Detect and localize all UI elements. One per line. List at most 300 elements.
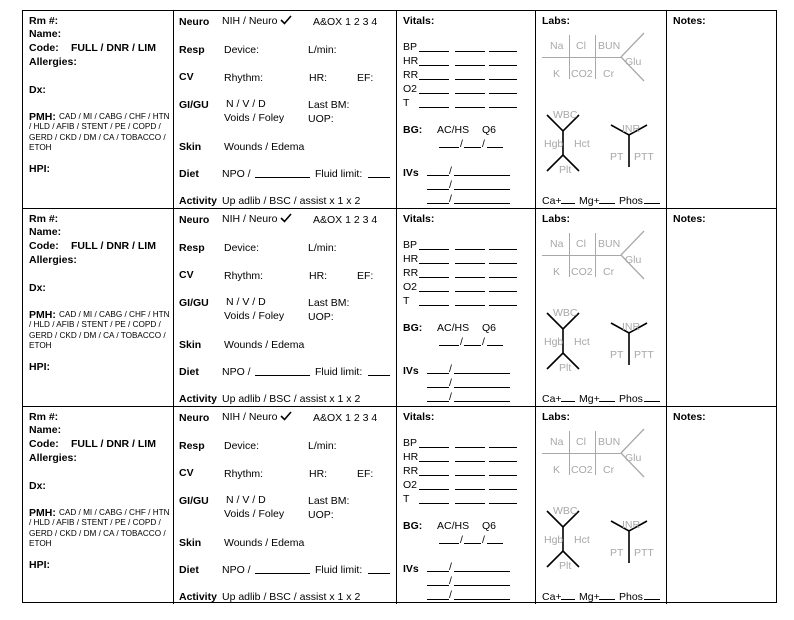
neuro-value: NIH / Neuro xyxy=(222,411,278,423)
bmp-line xyxy=(595,233,596,277)
device-label: Device: xyxy=(224,44,260,56)
vital-field[interactable] xyxy=(419,489,449,490)
vital-label: HR xyxy=(403,253,419,265)
separator-slash: / xyxy=(449,179,452,191)
lab-ptt: PTT xyxy=(634,547,654,559)
vital-label: RR xyxy=(403,267,419,279)
diet-label: Diet xyxy=(179,168,199,180)
name-label: Name: xyxy=(29,226,62,238)
hpi-label: HPI: xyxy=(29,163,50,175)
voids-foley: Voids / Foley xyxy=(224,310,285,322)
vital-label: O2 xyxy=(403,281,418,293)
aox-scale: A&OX 1 2 3 4 xyxy=(313,412,378,424)
name-label: Name: xyxy=(29,28,62,40)
bg-q6: Q6 xyxy=(482,322,497,334)
gigu-label: GI/GU xyxy=(179,99,209,111)
vital-field[interactable] xyxy=(489,305,517,306)
vital-label: T xyxy=(403,493,410,505)
vital-field[interactable] xyxy=(489,93,517,94)
room-number-label: Rm #: xyxy=(29,411,59,423)
bg-field[interactable] xyxy=(439,543,459,544)
iv-field[interactable] xyxy=(427,373,449,374)
lab-co2: CO2 xyxy=(571,464,593,476)
column-divider xyxy=(535,209,536,406)
skin-value: Wounds / Edema xyxy=(224,537,305,549)
ivs-label: IVs xyxy=(403,365,419,377)
lab-hct: Hct xyxy=(574,336,590,348)
bg-field[interactable] xyxy=(439,147,459,148)
activity-options: Up adlib / BSC / assist x 1 x 2 xyxy=(222,591,361,603)
fluid-limit-field[interactable] xyxy=(368,375,390,376)
code-status-label: Code: xyxy=(29,438,59,450)
vitals-label: Vitals: xyxy=(403,15,435,27)
iv-field[interactable] xyxy=(427,401,449,402)
vital-field[interactable] xyxy=(419,51,449,52)
separator-slash: / xyxy=(449,363,452,375)
nvd-options: N / V / D xyxy=(226,494,266,506)
iv-field[interactable] xyxy=(454,401,510,402)
code-status-label: Code: xyxy=(29,42,59,54)
lab-phos: Phos xyxy=(619,195,643,207)
bg-field[interactable] xyxy=(487,147,503,148)
vital-label: RR xyxy=(403,69,419,81)
iv-field[interactable] xyxy=(427,571,449,572)
vital-field[interactable] xyxy=(489,107,517,108)
lab-inr: INR xyxy=(622,123,641,135)
vital-field[interactable] xyxy=(419,249,449,250)
vital-field[interactable] xyxy=(489,475,517,476)
gigu-label: GI/GU xyxy=(179,297,209,309)
bg-label: BG: xyxy=(403,124,423,136)
skin-label: Skin xyxy=(179,339,202,351)
dx-label: Dx: xyxy=(29,480,46,492)
pmh-first-line: CAD / MI / CABG / CHF / HTN xyxy=(59,310,170,319)
mg-field[interactable] xyxy=(599,401,615,402)
patient-block xyxy=(23,407,776,604)
iv-field[interactable] xyxy=(454,203,510,204)
separator-slash: / xyxy=(449,165,452,177)
vital-field[interactable] xyxy=(455,503,485,504)
bmp-line xyxy=(542,255,622,256)
vital-label: T xyxy=(403,97,410,109)
labs-label: Labs: xyxy=(542,411,571,423)
separator-slash: / xyxy=(482,336,485,348)
phos-field[interactable] xyxy=(644,401,660,402)
notes-label: Notes: xyxy=(673,213,706,225)
ivs-label: IVs xyxy=(403,167,419,179)
pmh-label: PMH: xyxy=(29,309,56,321)
lab-plt: Plt xyxy=(559,362,572,374)
pmh-list: / HLD / AFIB / STENT / PE / COPD / GERD / CKD / DM / CA / TOBACCO / ETOH xyxy=(29,518,166,548)
lab-mg: Mg+ xyxy=(579,393,600,405)
bmp-line xyxy=(569,233,570,277)
bg-q6: Q6 xyxy=(482,124,497,136)
lab-ptt: PTT xyxy=(634,151,654,163)
neuro-value: NIH / Neuro xyxy=(222,213,278,225)
lab-pt: PT xyxy=(610,547,624,559)
vital-label: BP xyxy=(403,437,418,449)
separator-slash: / xyxy=(449,377,452,389)
patient-block xyxy=(23,209,776,407)
lab-ca: Ca+ xyxy=(542,195,562,207)
iv-field[interactable] xyxy=(427,175,449,176)
lab-cl: Cl xyxy=(576,436,586,448)
phos-field[interactable] xyxy=(644,203,660,204)
neuro-label: Neuro xyxy=(179,16,210,28)
uop-label: UOP: xyxy=(308,311,334,323)
vital-field[interactable] xyxy=(489,461,517,462)
skin-label: Skin xyxy=(179,141,202,153)
allergies-label: Allergies: xyxy=(29,254,77,266)
separator-slash: / xyxy=(449,391,452,403)
lab-k: K xyxy=(553,68,561,80)
fluid-limit-label: Fluid limit: xyxy=(315,168,363,180)
bg-field[interactable] xyxy=(487,345,503,346)
vital-field[interactable] xyxy=(489,489,517,490)
vital-field[interactable] xyxy=(489,503,517,504)
lab-k: K xyxy=(553,266,561,278)
bmp-line xyxy=(542,57,622,58)
fluid-limit-label: Fluid limit: xyxy=(315,564,363,576)
bmp-line xyxy=(542,453,622,454)
lab-bun: BUN xyxy=(598,40,621,52)
lab-co2: CO2 xyxy=(571,68,593,80)
bmp-line xyxy=(569,35,570,79)
vital-field[interactable] xyxy=(455,447,485,448)
vital-field[interactable] xyxy=(419,291,449,292)
column-divider xyxy=(666,11,667,208)
lab-hct: Hct xyxy=(574,138,590,150)
vital-label: RR xyxy=(403,465,419,477)
neuro-status xyxy=(222,411,292,423)
vital-field[interactable] xyxy=(455,263,485,264)
allergies-label: Allergies: xyxy=(29,56,77,68)
aox-scale: A&OX 1 2 3 4 xyxy=(313,16,378,28)
vital-field[interactable] xyxy=(455,93,485,94)
lab-hgb: Hgb xyxy=(544,336,564,348)
resp-label: Resp xyxy=(179,44,205,56)
check-icon xyxy=(280,15,292,25)
iv-field[interactable] xyxy=(454,585,510,586)
separator-slash: / xyxy=(449,589,452,601)
lab-na: Na xyxy=(550,238,564,250)
lab-pt: PT xyxy=(610,349,624,361)
voids-foley: Voids / Foley xyxy=(224,508,285,520)
vital-field[interactable] xyxy=(489,277,517,278)
resp-label: Resp xyxy=(179,242,205,254)
vital-field[interactable] xyxy=(419,93,449,94)
notes-label: Notes: xyxy=(673,411,706,423)
nvd-options: N / V / D xyxy=(226,296,266,308)
vital-field[interactable] xyxy=(419,79,449,80)
lab-na: Na xyxy=(550,436,564,448)
uop-label: UOP: xyxy=(308,509,334,521)
separator-slash: / xyxy=(482,138,485,150)
vital-field[interactable] xyxy=(455,51,485,52)
lab-co2: CO2 xyxy=(571,266,593,278)
bg-field[interactable] xyxy=(464,147,481,148)
lab-bun: BUN xyxy=(598,436,621,448)
vital-field[interactable] xyxy=(489,51,517,52)
iv-field[interactable] xyxy=(454,175,510,176)
lab-ca: Ca+ xyxy=(542,393,562,405)
last-bm-label: Last BM: xyxy=(308,495,350,507)
lab-cr: Cr xyxy=(603,266,615,278)
iv-field[interactable] xyxy=(427,189,449,190)
bg-field[interactable] xyxy=(464,543,481,544)
ivs-label: IVs xyxy=(403,563,419,575)
bg-achs: AC/HS xyxy=(437,322,470,334)
separator-slash: / xyxy=(449,575,452,587)
iv-field[interactable] xyxy=(454,373,510,374)
ca-field[interactable] xyxy=(561,401,575,402)
diet-label: Diet xyxy=(179,564,199,576)
bmp-line xyxy=(595,35,596,79)
iv-field[interactable] xyxy=(427,599,449,600)
skin-value: Wounds / Edema xyxy=(224,339,305,351)
iv-field[interactable] xyxy=(454,571,510,572)
pmh-label: PMH: xyxy=(29,507,56,519)
lab-inr: INR xyxy=(622,519,641,531)
column-divider xyxy=(535,407,536,604)
mg-field[interactable] xyxy=(599,203,615,204)
code-status-options: FULL / DNR / LIM xyxy=(71,240,156,252)
neuro-label: Neuro xyxy=(179,412,210,424)
iv-field[interactable] xyxy=(427,585,449,586)
pmh-first-line: CAD / MI / CABG / CHF / HTN xyxy=(59,112,170,121)
phos-field[interactable] xyxy=(644,599,660,600)
pmh-first-line: CAD / MI / CABG / CHF / HTN xyxy=(59,508,170,517)
npo-field[interactable] xyxy=(255,177,310,178)
ca-field[interactable] xyxy=(561,599,575,600)
lmin-label: L/min: xyxy=(308,242,337,254)
bg-achs: AC/HS xyxy=(437,520,470,532)
fluid-limit-label: Fluid limit: xyxy=(315,366,363,378)
column-divider xyxy=(396,11,397,208)
iv-field[interactable] xyxy=(427,203,449,204)
vital-label: T xyxy=(403,295,410,307)
voids-foley: Voids / Foley xyxy=(224,112,285,124)
vital-field[interactable] xyxy=(489,249,517,250)
vital-label: O2 xyxy=(403,479,418,491)
lab-ptt: PTT xyxy=(634,349,654,361)
cv-label: CV xyxy=(179,269,194,281)
skin-value: Wounds / Edema xyxy=(224,141,305,153)
lab-ca: Ca+ xyxy=(542,591,562,603)
code-status-options: FULL / DNR / LIM xyxy=(71,438,156,450)
column-divider xyxy=(535,11,536,208)
vital-field[interactable] xyxy=(419,263,449,264)
vital-field[interactable] xyxy=(489,263,517,264)
code-status-label: Code: xyxy=(29,240,59,252)
lab-hgb: Hgb xyxy=(544,138,564,150)
fluid-limit-field[interactable] xyxy=(368,177,390,178)
ef-label: EF: xyxy=(357,468,374,480)
bg-field[interactable] xyxy=(439,345,459,346)
lab-wbc: WBC xyxy=(553,109,578,121)
vital-field[interactable] xyxy=(419,461,449,462)
separator-slash: / xyxy=(460,336,463,348)
vital-field[interactable] xyxy=(455,475,485,476)
hpi-label: HPI: xyxy=(29,361,50,373)
activity-options: Up adlib / BSC / assist x 1 x 2 xyxy=(222,195,361,207)
check-icon xyxy=(280,411,292,421)
allergies-label: Allergies: xyxy=(29,452,77,464)
column-divider xyxy=(173,209,174,406)
lab-hgb: Hgb xyxy=(544,534,564,546)
bg-field[interactable] xyxy=(487,543,503,544)
gigu-label: GI/GU xyxy=(179,495,209,507)
dx-label: Dx: xyxy=(29,84,46,96)
separator-slash: / xyxy=(449,193,452,205)
vital-field[interactable] xyxy=(455,249,485,250)
rhythm-label: Rhythm: xyxy=(224,270,264,282)
lmin-label: L/min: xyxy=(308,44,337,56)
vital-label: BP xyxy=(403,41,418,53)
npo-field[interactable] xyxy=(255,573,310,574)
iv-field[interactable] xyxy=(427,387,449,388)
notes-label: Notes: xyxy=(673,15,706,27)
vital-field[interactable] xyxy=(419,503,449,504)
resp-label: Resp xyxy=(179,440,205,452)
vital-field[interactable] xyxy=(489,65,517,66)
activity-label: Activity xyxy=(179,591,217,603)
column-divider xyxy=(396,209,397,406)
vital-field[interactable] xyxy=(455,489,485,490)
activity-label: Activity xyxy=(179,393,217,405)
lab-cr: Cr xyxy=(603,68,615,80)
npo-label: NPO / xyxy=(222,366,251,378)
nvd-options: N / V / D xyxy=(226,98,266,110)
lab-wbc: WBC xyxy=(553,307,578,319)
lab-hct: Hct xyxy=(574,534,590,546)
vital-field[interactable] xyxy=(455,107,485,108)
lab-mg: Mg+ xyxy=(579,195,600,207)
dx-label: Dx: xyxy=(29,282,46,294)
iv-field[interactable] xyxy=(454,189,510,190)
activity-label: Activity xyxy=(179,195,217,207)
pmh-list: / HLD / AFIB / STENT / PE / COPD / GERD / CKD / DM / CA / TOBACCO / ETOH xyxy=(29,122,166,152)
vitals-label: Vitals: xyxy=(403,213,435,225)
iv-field[interactable] xyxy=(454,387,510,388)
cv-label: CV xyxy=(179,71,194,83)
skin-label: Skin xyxy=(179,537,202,549)
vital-field[interactable] xyxy=(455,305,485,306)
name-label: Name: xyxy=(29,424,62,436)
npo-label: NPO / xyxy=(222,168,251,180)
vital-field[interactable] xyxy=(489,291,517,292)
separator-slash: / xyxy=(482,534,485,546)
device-label: Device: xyxy=(224,440,260,452)
room-number-label: Rm #: xyxy=(29,15,59,27)
bg-field[interactable] xyxy=(464,345,481,346)
activity-options: Up adlib / BSC / assist x 1 x 2 xyxy=(222,393,361,405)
code-status-options: FULL / DNR / LIM xyxy=(71,42,156,54)
fluid-limit-field[interactable] xyxy=(368,573,390,574)
uop-label: UOP: xyxy=(308,113,334,125)
vital-label: HR xyxy=(403,451,419,463)
lab-mg: Mg+ xyxy=(579,591,600,603)
lab-cr: Cr xyxy=(603,464,615,476)
bmp-line xyxy=(595,431,596,475)
cv-label: CV xyxy=(179,467,194,479)
bg-q6: Q6 xyxy=(482,520,497,532)
vital-field[interactable] xyxy=(419,65,449,66)
iv-field[interactable] xyxy=(454,599,510,600)
pmh-list: / HLD / AFIB / STENT / PE / COPD / GERD / CKD / DM / CA / TOBACCO / ETOH xyxy=(29,320,166,350)
vital-field[interactable] xyxy=(419,475,449,476)
vital-field[interactable] xyxy=(455,277,485,278)
vital-field[interactable] xyxy=(419,447,449,448)
device-label: Device: xyxy=(224,242,260,254)
lab-plt: Plt xyxy=(559,164,572,176)
column-divider xyxy=(396,407,397,604)
column-divider xyxy=(173,11,174,208)
rhythm-label: Rhythm: xyxy=(224,72,264,84)
lab-cl: Cl xyxy=(576,40,586,52)
neuro-value: NIH / Neuro xyxy=(222,15,278,27)
vital-field[interactable] xyxy=(455,461,485,462)
room-number-label: Rm #: xyxy=(29,213,59,225)
column-divider xyxy=(666,407,667,604)
bg-label: BG: xyxy=(403,322,423,334)
lmin-label: L/min: xyxy=(308,440,337,452)
vital-field[interactable] xyxy=(455,65,485,66)
lab-na: Na xyxy=(550,40,564,52)
last-bm-label: Last BM: xyxy=(308,99,350,111)
vital-label: HR xyxy=(403,55,419,67)
ca-field[interactable] xyxy=(561,203,575,204)
separator-slash: / xyxy=(460,534,463,546)
aox-scale: A&OX 1 2 3 4 xyxy=(313,214,378,226)
bmp-line xyxy=(569,431,570,475)
vital-field[interactable] xyxy=(489,447,517,448)
lab-glu: Glu xyxy=(625,452,642,464)
last-bm-label: Last BM: xyxy=(308,297,350,309)
vitals-label: Vitals: xyxy=(403,411,435,423)
lab-plt: Plt xyxy=(559,560,572,572)
column-divider xyxy=(666,209,667,406)
nursing-report-sheet xyxy=(22,10,777,603)
vital-field[interactable] xyxy=(419,305,449,306)
lab-bun: BUN xyxy=(598,238,621,250)
separator-slash: / xyxy=(460,138,463,150)
lab-phos: Phos xyxy=(619,393,643,405)
bg-achs: AC/HS xyxy=(437,124,470,136)
npo-field[interactable] xyxy=(255,375,310,376)
labs-label: Labs: xyxy=(542,213,571,225)
hr-label: HR: xyxy=(309,270,328,282)
mg-field[interactable] xyxy=(599,599,615,600)
vital-field[interactable] xyxy=(419,107,449,108)
diet-label: Diet xyxy=(179,366,199,378)
vital-field[interactable] xyxy=(489,79,517,80)
neuro-status xyxy=(222,15,292,27)
hpi-label: HPI: xyxy=(29,559,50,571)
check-icon xyxy=(280,213,292,223)
vital-label: O2 xyxy=(403,83,418,95)
neuro-label: Neuro xyxy=(179,214,210,226)
ef-label: EF: xyxy=(357,270,374,282)
vital-field[interactable] xyxy=(455,291,485,292)
vital-field[interactable] xyxy=(419,277,449,278)
pmh-label: PMH: xyxy=(29,111,56,123)
patient-block xyxy=(23,11,776,209)
lab-k: K xyxy=(553,464,561,476)
vital-label: BP xyxy=(403,239,418,251)
rhythm-label: Rhythm: xyxy=(224,468,264,480)
vital-field[interactable] xyxy=(455,79,485,80)
